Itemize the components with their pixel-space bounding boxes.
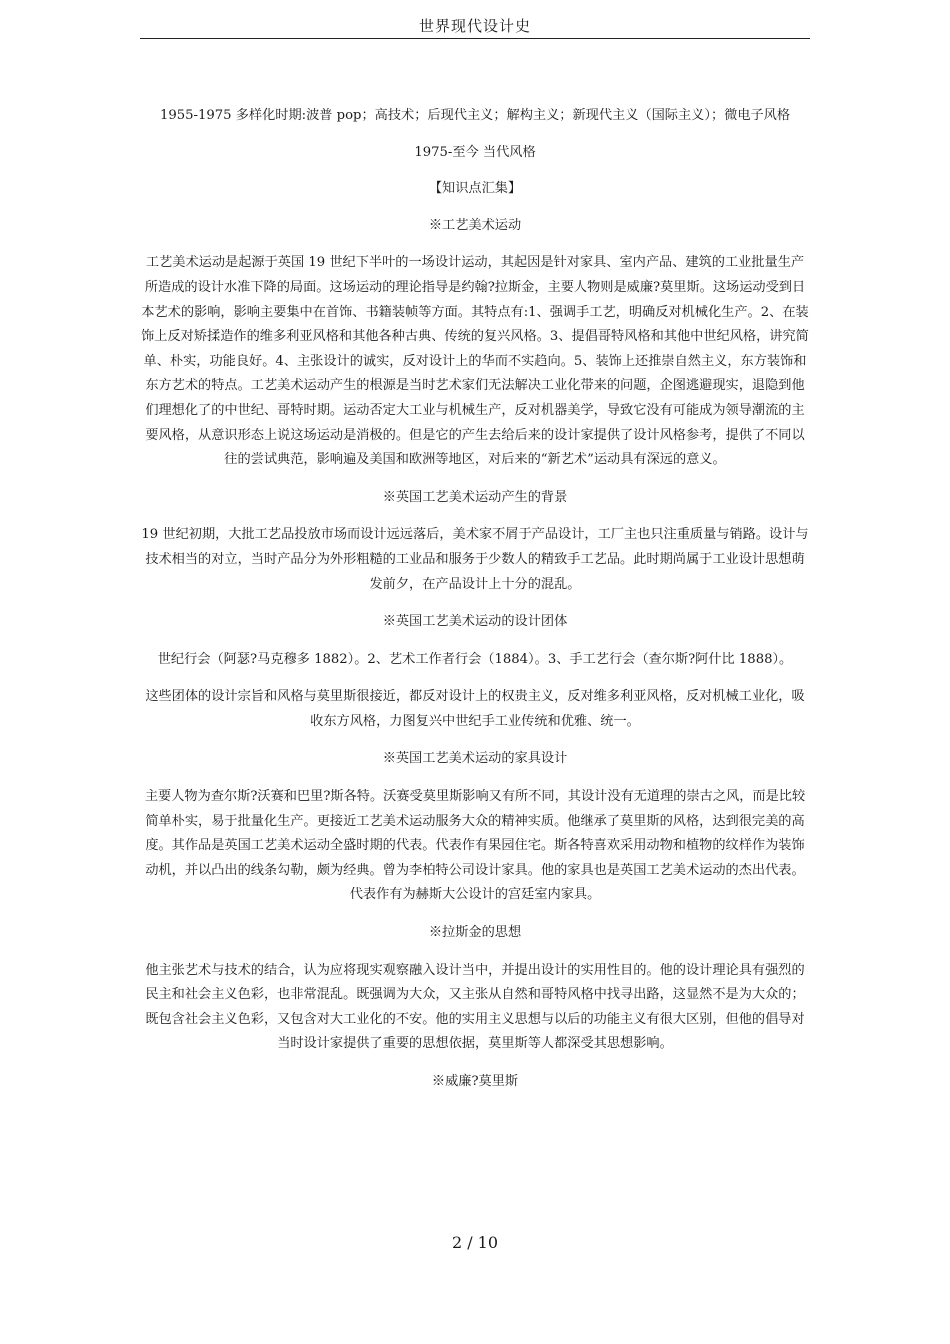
period-paragraph-1975: 1975-至今 当代风格 <box>414 144 536 160</box>
paragraph-groups-list: 世纪行会（阿瑟?马克穆多 1882）。2、艺术工作者行会（1884）。3、手工艺行会（查尔斯?阿什比 1888）。 <box>157 651 793 667</box>
section-heading-furniture: ※英国工艺美术运动的家具设计 <box>382 751 568 767</box>
paragraph-furniture: 主要人物为查尔斯?沃赛和巴里?斯各特。沃赛受莫里斯影响又有所不同，其设计没有无道理的崇古之风，而是比较简单朴实，易于批量化生产。更接近工艺美术运动服务大众的精神实质。他继承了莫里斯的风格，达到很完美的高度。其作品是英国工艺美术运动全盛时期的代表。代表作有果园住宅。斯各特喜欢采用动物和植物的纹样作为装饰动机，并以凸出的线条勾勒，颇为经典。曾为李柏特公司设计家具。他的家具也是英国工艺美术运动的杰出代表。代表作有为赫斯大公设计的宫廷室内家具。 <box>144 789 806 903</box>
paragraph-groups-aims: 这些团体的设计宗旨和风格与莫里斯很接近，都反对设计上的权贵主义，反对维多利亚风格，反对机械工业化，吸收东方风格，力图复兴中世纪手工业传统和优雅、统一。 <box>145 689 805 729</box>
period-paragraph-1955-1975: 1955-1975 多样化时期:波普 pop；高技术；后现代主义；解构主义；新现代主义（国际主义）；微电子风格 <box>159 108 791 123</box>
paragraph-background: 19 世纪初期，大批工艺品投放市场而设计远远落后，美术家不屑于产品设计，工厂主也只注重质量与销路。设计与技术相当的对立，当时产品分为外形粗糙的工业品和服务于少数人的精致手工艺品。此时期尚属于工业设计思想萌发前夕，在产品设计上十分的混乱。 <box>141 527 809 592</box>
section-heading-morris: ※威廉?莫里斯 <box>431 1074 519 1089</box>
paragraph-arts-and-crafts: 工艺美术运动是起源于英国 19 世纪下半叶的一场设计运动，其起因是针对家具、室内产品、建筑的工业批量生产所造成的设计水准下降的局面。这场运动的理论指导是约翰?拉斯金，主要人物则是威廉?莫里斯。这场运动受到日本艺术的影响，影响主要集中在首饰、书籍装帧等方面。其特点有:1、强调手工艺，明确反对机械化生产。2、在装饰上反对矫揉造作的维多利亚风格和其他各种古典、传统的复兴风格。3、提倡哥特风格和其他中世纪风格，讲究简单、朴实，功能良好。4、主张设计的诚实，反对设计上的华而不实趋向。5、装饰上还推崇自然主义，东方装饰和东方艺术的特点。工艺美术运动产生的根源是当时艺术家们无法解决工业化带来的问题，企图逃避现实，退隐到他们理想化了的中世纪、哥特时期。运动否定大工业与机械生产，反对机器美学，导致它没有可能成为领导潮流的主要风格，从意识形态上说这场运动是消极的。但是它的产生去给后来的设计家提供了设计风格参考，提供了不同以往的尝试典范，影响遍及美国和欧洲等地区，对后来的“新艺术”运动具有深远的意义。 <box>141 255 809 468</box>
knowledge-points-heading: 【知识点汇集】 <box>428 181 522 197</box>
paragraph-ruskin: 他主张艺术与技术的结合，认为应将现实观察融入设计当中，并提出设计的实用性目的。他的设计理论具有强烈的民主和社会主义色彩，也非常混乱。既强调为大众，又主张从自然和哥特风格中找寻出路，这显然不是为大众的；既包含社会主义色彩，又包含对大工业化的不安。他的实用主义思想与以后的功能主义有很大区别，但他的倡导对当时设计家提供了重要的思想依据，莫里斯等人都深受其思想影响。 <box>145 962 805 1052</box>
section-heading-background: ※英国工艺美术运动产生的背景 <box>382 489 568 505</box>
section-heading-groups: ※英国工艺美术运动的设计团体 <box>382 614 568 630</box>
page-body <box>140 104 810 1095</box>
header-rule <box>140 38 810 39</box>
section-heading-ruskin: ※拉斯金的思想 <box>428 925 522 941</box>
section-heading-arts-and-crafts: ※工艺美术运动 <box>428 217 522 233</box>
running-header-title: 世界现代设计史 <box>418 17 531 35</box>
page-number: 2 / 10 <box>451 1233 499 1252</box>
